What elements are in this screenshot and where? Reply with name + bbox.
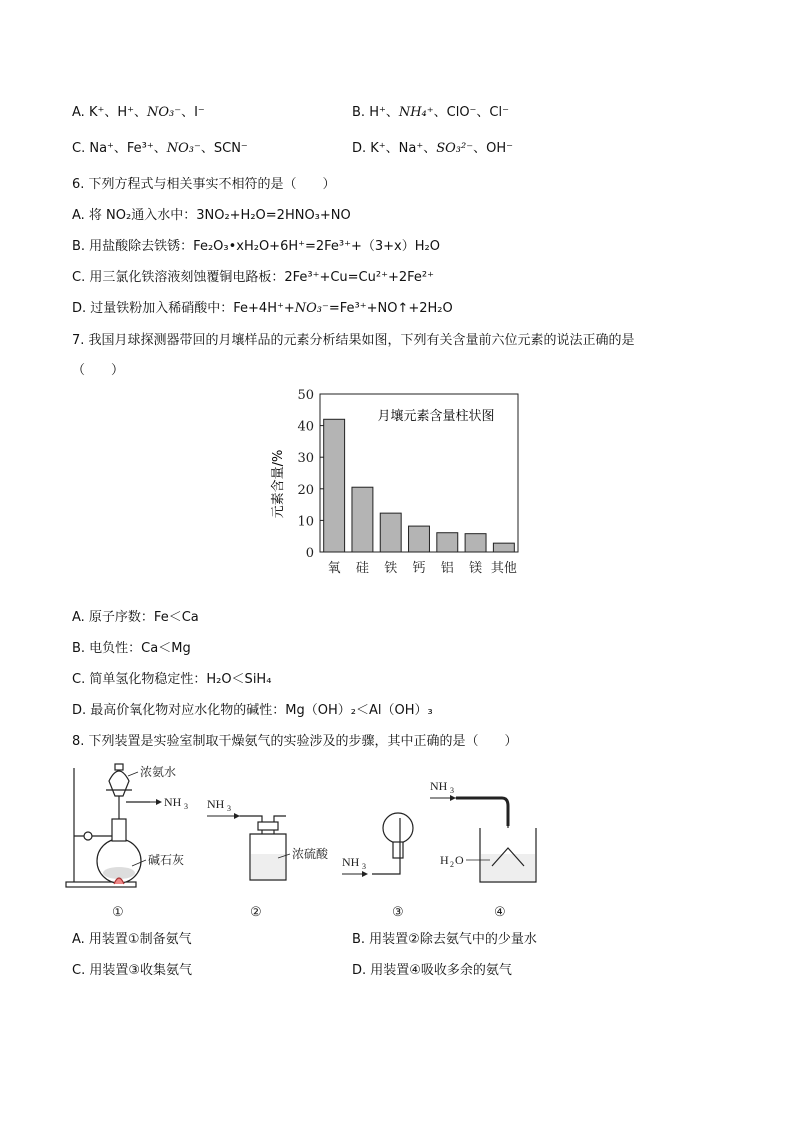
- device-1-number: ①: [112, 904, 124, 919]
- svg-text:3: 3: [184, 802, 188, 811]
- device-3-collector: [342, 813, 413, 919]
- x-tick-label: 其他: [490, 561, 517, 576]
- svg-text:O: O: [455, 853, 464, 867]
- q5-option-b: B. H⁺、NH₄⁺、ClO⁻、Cl⁻: [352, 105, 509, 120]
- device-3-nh3-label: NH: [342, 855, 360, 869]
- x-tick-label: 硅: [355, 561, 369, 576]
- bar-0: [324, 419, 345, 552]
- q5-option-c: C. Na⁺、Fe³⁺、NO₃⁻、SCN⁻: [72, 141, 248, 156]
- bar-4: [437, 533, 458, 552]
- device-1-generator: [66, 764, 188, 919]
- funnel-stopper: [115, 764, 123, 770]
- y-tick-label: 40: [297, 419, 314, 435]
- device-2-number: ②: [250, 904, 262, 919]
- y-tick-label: 30: [297, 451, 314, 467]
- device-4-absorber: [430, 779, 536, 919]
- soda-lime-solid: [103, 867, 135, 879]
- device-4-number: ④: [494, 904, 506, 919]
- q7-option-b: B. 电负性：Ca＜Mg: [72, 641, 191, 656]
- flask-neck: [112, 819, 126, 841]
- q7-option-d: D. 最高价氧化物对应水化物的碱性：Mg（OH）₂＜Al（OH）₃: [72, 703, 433, 718]
- q8-option-a: A. 用装置①制备氨气: [72, 932, 192, 947]
- bar-3: [409, 526, 430, 552]
- q5-option-a: A. K⁺、H⁺、NO₃⁻、I⁻: [72, 105, 205, 120]
- bar-5: [465, 534, 486, 552]
- water-liquid: [481, 854, 535, 881]
- device-1-nh3-label: NH: [164, 795, 182, 809]
- q7-option-a: A. 原子序数：Fe＜Ca: [72, 610, 199, 625]
- q8-option-b: B. 用装置②除去氨气中的少量水: [352, 932, 537, 947]
- svg-text:3: 3: [362, 862, 366, 871]
- q8-option-d: D. 用装置④吸收多余的氨气: [352, 963, 512, 978]
- clamp-screw: [84, 832, 92, 840]
- bar-6: [493, 543, 514, 552]
- collection-flask: [383, 813, 413, 843]
- q7-stem-bracket: （ ）: [72, 363, 125, 378]
- bar-2: [380, 513, 401, 552]
- q6-stem: 6. 下列方程式与相关事实不相符的是（ ）: [72, 177, 336, 192]
- q6-option-d: D. 过量铁粉加入稀硝酸中：Fe+4H⁺+NO₃⁻=Fe³⁺+NO↑+2H₂O: [72, 301, 453, 316]
- moon-soil-bar-chart: [262, 384, 532, 579]
- q8-option-c: C. 用装置③收集氨气: [72, 963, 192, 978]
- device-2-wash-bottle: [207, 797, 329, 919]
- rubber-tubing: [456, 798, 508, 826]
- y-tick-label: 50: [297, 388, 314, 403]
- device-3-number: ③: [392, 904, 404, 919]
- stand-base: [66, 882, 136, 887]
- x-tick-label: 钙: [412, 561, 426, 576]
- water-label: H: [440, 853, 449, 867]
- y-tick-label: 20: [297, 482, 314, 498]
- q6-option-c: C. 用三氯化铁溶液刻蚀覆铜电路板：2Fe³⁺+Cu=Cu²⁺+2Fe²⁺: [72, 270, 434, 285]
- svg-text:3: 3: [227, 804, 231, 813]
- apparatus-figure: [62, 756, 542, 921]
- x-tick-label: 镁: [469, 561, 483, 576]
- bottle-stopper: [258, 822, 278, 830]
- conc-ammonia-label: 浓氨水: [140, 765, 177, 779]
- svg-text:2: 2: [450, 860, 454, 869]
- q8-stem: 8. 下列装置是实验室制取干燥氨气的实验涉及的步骤，其中正确的是（ ）: [72, 734, 518, 749]
- chart-title: 月壤元素含量柱状图: [377, 409, 495, 424]
- soda-lime-label: 碱石灰: [148, 853, 185, 867]
- separatory-funnel: [109, 771, 129, 796]
- svg-text:3: 3: [450, 786, 454, 795]
- q6-option-b: B. 用盐酸除去铁锈：Fe₂O₃•xH₂O+6H⁺=2Fe³⁺+（3+x）H₂O: [72, 239, 440, 254]
- device-4-nh3-label: NH: [430, 779, 448, 793]
- q7-option-c: C. 简单氢化物稳定性：H₂O＜SiH₄: [72, 672, 272, 687]
- x-tick-label: 氧: [327, 561, 341, 576]
- collection-flask-neck: [393, 842, 403, 858]
- chart-x-ticks: [328, 560, 517, 576]
- chart-bars: [324, 419, 515, 552]
- bar-1: [352, 487, 373, 552]
- chart-y-axis-label: 元素含量/%: [271, 449, 286, 519]
- y-tick-label: 0: [305, 546, 314, 561]
- q6-option-a: A. 将 NO₂通入水中：3NO₂+H₂O=2HNO₃+NO: [72, 208, 351, 223]
- y-tick-label: 10: [297, 514, 314, 530]
- x-tick-label: 铁: [384, 561, 398, 576]
- conc-sulfuric-label: 浓硫酸: [292, 847, 329, 861]
- x-tick-label: 铝: [440, 561, 454, 576]
- q7-stem: 7. 我国月球探测器带回的月壤样品的元素分析结果如图，下列有关含量前六位元素的说法正确的是: [72, 333, 635, 348]
- q5-option-d: D. K⁺、Na⁺、SO₃²⁻、OH⁻: [352, 141, 513, 156]
- device-2-nh3-label: NH: [207, 797, 225, 811]
